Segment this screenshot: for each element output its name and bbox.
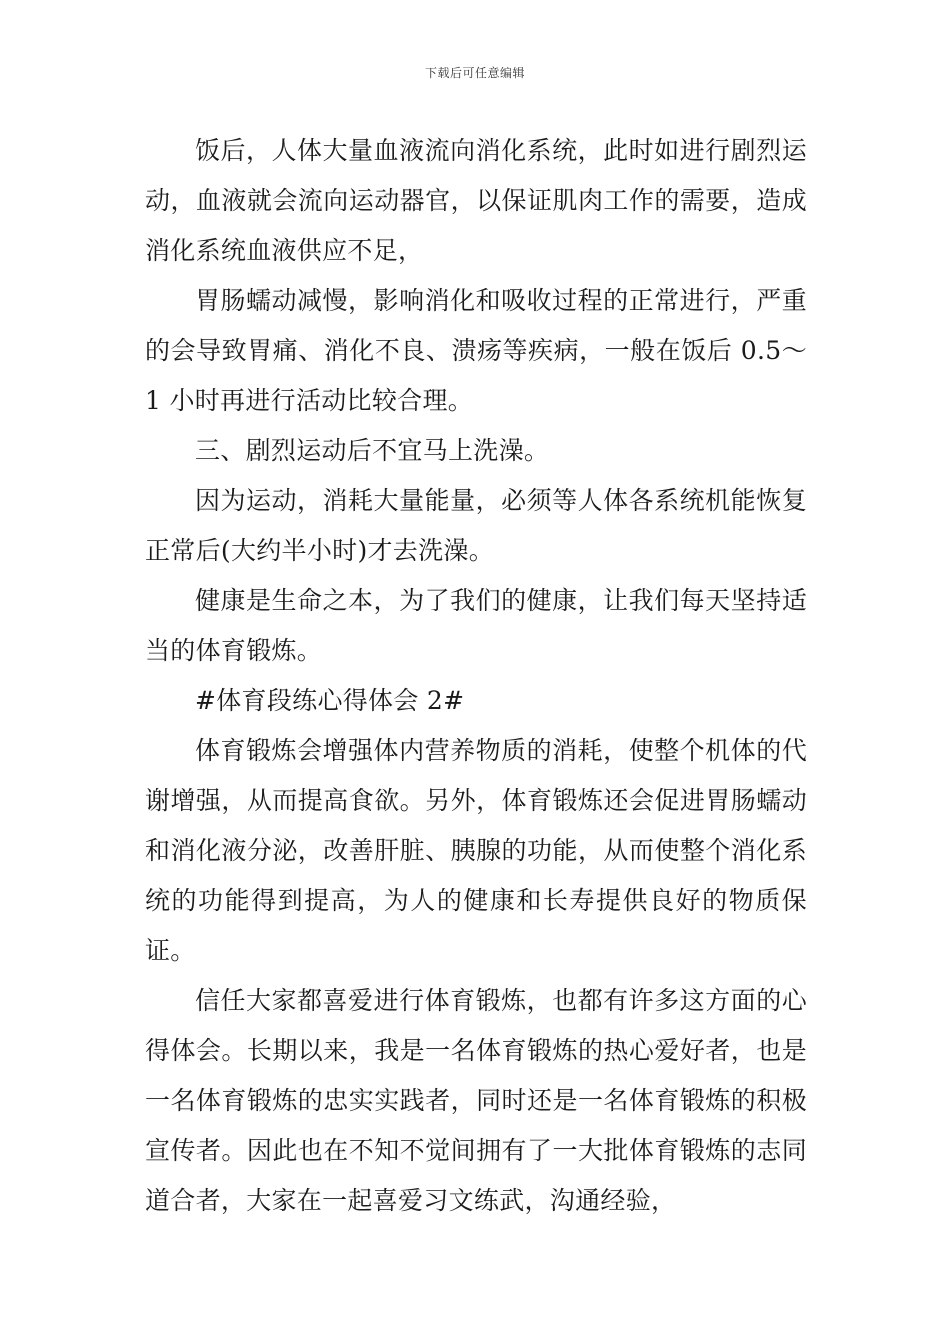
page-header: 下载后可任意编辑 [424,66,525,80]
paragraph: 胃肠蠕动减慢，影响消化和吸收过程的正常进行，严重的会导致胃痛、消化不良、溃疡等疾病，一般在饭后 0.5～1 小时再进行活动比较合理。 [145,286,807,415]
section-heading: #体育段练心得体会 2# [195,686,465,715]
paragraph: 因为运动，消耗大量能量，必须等人体各系统机能恢复正常后(大约半小时)才去洗澡。 [145,486,807,565]
paragraph: 三、剧烈运动后不宜马上洗澡。 [195,436,550,465]
paragraph: 健康是生命之本，为了我们的健康，让我们每天坚持适当的体育锻炼。 [145,586,807,665]
paragraph: 体育锻炼会增强体内营养物质的消耗，使整个机体的代谢增强，从而提高食欲。另外，体育锻炼还会促进胃肠蠕动和消化液分泌，改善肝脏、胰腺的功能，从而使整个消化系统的功能得到提高，为人的健康和长寿提供良好的物质保证。 [145,736,807,965]
paragraph: 信任大家都喜爱进行体育锻炼，也都有许多这方面的心得体会。长期以来，我是一名体育锻炼的热心爱好者，也是一名体育锻炼的忠实实践者，同时还是一名体育锻炼的积极宣传者。因此也在不知不觉间拥有了一大批体育锻炼的志同道合者，大家在一起喜爱习文练武，沟通经验， [145,986,807,1215]
paragraph: 饭后，人体大量血液流向消化系统，此时如进行剧烈运动，血液就会流向运动器官，以保证肌肉工作的需要，造成消化系统血液供应不足， [145,136,807,265]
document-body [145,126,807,1226]
